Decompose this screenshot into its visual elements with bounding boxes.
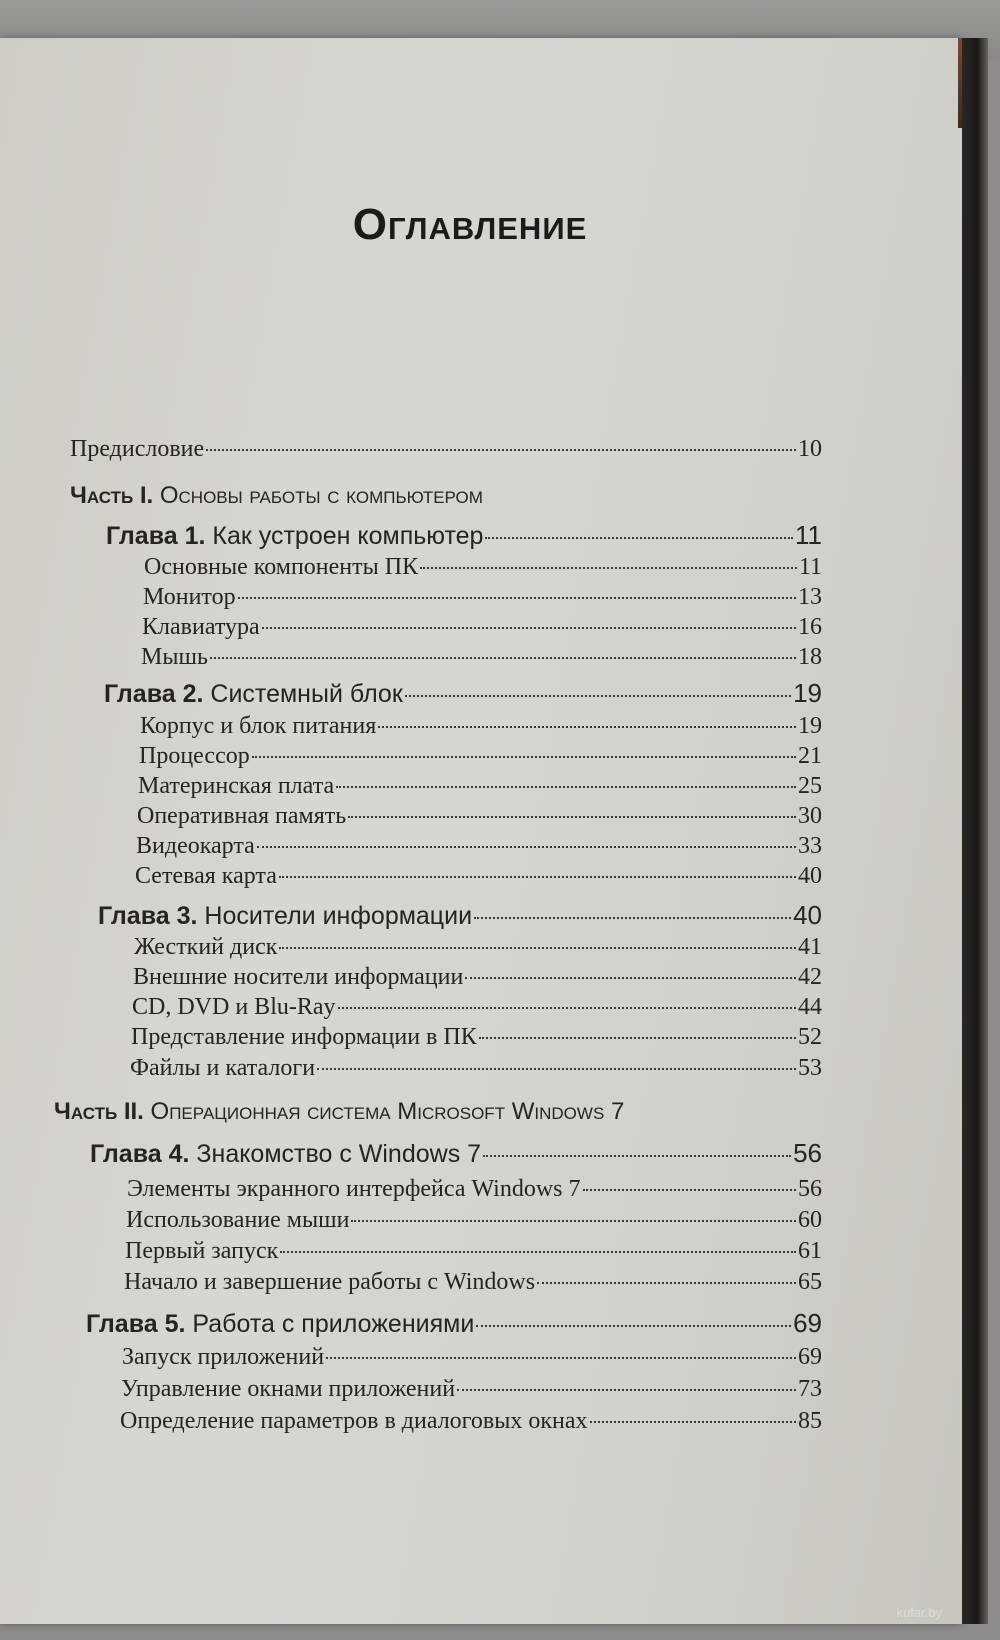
toc-section [127,1176,822,1203]
dot-leader [252,756,796,758]
toc-page-number: 18 [798,644,822,670]
dot-leader [279,947,796,949]
chapter-title: Носители информации [204,902,473,930]
toc-entry-label: Материнская плата [138,773,335,799]
toc-page-number: 52 [798,1024,822,1050]
toc-entry-label: Основные компоненты ПК [144,554,419,580]
toc-entry-label: Использование мыши [126,1207,350,1233]
dot-leader [485,537,793,539]
toc-section [136,833,822,860]
part-heading-2 [54,1098,624,1126]
toc-entry-label: Файлы и каталоги [130,1055,316,1081]
toc-entry-label: CD, DVD и Blu-Ray [132,994,336,1020]
dot-leader [317,1068,796,1070]
toc-entry-label: Клавиатура [142,614,260,640]
toc-page-number: 16 [798,614,822,640]
toc-section [144,554,822,581]
toc-entry-label: Корпус и блок питания [140,713,377,739]
dot-leader [210,657,796,659]
dot-leader [457,1389,796,1391]
toc-entry-label: Определение параметров в диалоговых окнах [120,1408,588,1434]
toc-entry-label: Первый запуск [125,1238,279,1264]
dot-leader [474,917,791,919]
toc-page-number: 30 [798,803,822,829]
toc-entry-label: Мышь [141,644,208,670]
part-title: Операционная система Microsoft Windows 7 [150,1098,625,1125]
toc-page-number: 44 [798,994,822,1020]
toc-section [131,1024,822,1051]
dot-leader [348,816,796,818]
toc-entry-label: Жесткий диск [134,934,278,960]
toc-section [142,614,822,641]
toc-entry-label: Оперативная память [137,803,347,829]
chapter-number: Глава 3. [98,902,198,930]
toc-page-number: 65 [798,1269,822,1295]
chapter-number: Глава 4. [90,1140,190,1168]
dot-leader [326,1357,796,1359]
chapter-title: Знакомство с Windows 7 [196,1140,482,1168]
toc-page-number: 40 [798,863,822,889]
toc-page-number: 69 [793,1308,822,1338]
toc-section [130,1055,822,1082]
toc-entry-label: Монитор [143,584,236,610]
toc-entry-label: Элементы экранного интерфейса Windows 7 [127,1176,581,1202]
chapter-number: Глава 2. [104,680,204,708]
part-number: Часть I. [70,482,154,509]
toc-section [140,713,822,740]
dot-leader [279,876,796,878]
toc-page-number: 73 [798,1376,822,1402]
toc-page-number: 56 [793,1138,822,1168]
dot-leader [476,1325,791,1327]
toc-page-number: 40 [793,900,822,930]
dot-leader [351,1220,796,1222]
book-spine-edge [962,38,988,1624]
toc-chapter-2 [104,678,822,709]
chapter-number: Глава 1. [106,522,206,550]
dot-leader [338,1007,796,1009]
toc-section [121,1376,822,1403]
dot-leader [583,1189,796,1191]
dot-leader [280,1251,796,1253]
toc-entry-label: Внешние носители информации [133,964,464,990]
dot-leader [537,1282,796,1284]
toc-section [141,644,822,671]
toc-section [143,584,822,611]
dot-leader [420,567,797,569]
toc-section [134,934,822,961]
toc-entry-label: Представление информации в ПК [131,1024,477,1050]
dot-leader [238,597,796,599]
dot-leader [336,786,796,788]
part-number: Часть II. [54,1098,144,1125]
dot-leader [206,449,796,451]
toc-section [126,1207,822,1234]
toc-chapter-4 [90,1138,822,1169]
toc-page-number: 56 [798,1176,822,1202]
watermark: kufar.by [896,1605,942,1620]
toc-section [132,994,822,1021]
toc-page-number: 61 [798,1238,822,1264]
toc-entry-label: Видеокарта [136,833,255,859]
toc-page-number: 60 [798,1207,822,1233]
chapter-number: Глава 5. [86,1310,186,1338]
dot-leader [465,977,796,979]
toc-chapter-1 [106,520,822,551]
dot-leader [378,726,796,728]
toc-section [139,743,822,770]
toc-section [124,1269,822,1296]
toc-chapter-5 [86,1308,822,1339]
toc-page-number: 33 [798,833,822,859]
toc-section [138,773,822,800]
toc-page-number: 21 [798,743,822,769]
toc-page-number: 85 [798,1408,822,1434]
toc-page-number: 19 [798,713,822,739]
part-title: Основы работы с компьютером [159,482,483,509]
part-heading-1 [70,482,483,510]
toc-page-number: 11 [798,554,822,580]
toc-section [137,803,822,830]
page-title: Оглавление [352,200,588,249]
toc-page-number: 25 [798,773,822,799]
dot-leader [257,846,796,848]
toc-section [125,1238,822,1265]
toc-entry-preface [70,436,822,463]
chapter-title: Системный блок [210,680,403,708]
dot-leader [483,1155,791,1157]
dot-leader [590,1421,796,1423]
dot-leader [262,627,796,629]
toc-page-number: 53 [798,1055,822,1081]
toc-entry-label: Процессор [139,743,250,769]
toc-section [120,1408,822,1435]
toc-page-number: 13 [798,584,822,610]
chapter-title: Работа с приложениями [192,1310,475,1338]
toc-entry-label: Начало и завершение работы с Windows [124,1269,536,1295]
toc-page-number: 42 [798,964,822,990]
toc-page-number: 11 [795,520,822,550]
toc-page-number: 69 [798,1344,822,1370]
toc-entry-label: Сетевая карта [135,863,277,889]
toc-section [122,1344,822,1371]
toc-section [135,863,822,890]
toc-page-number: 19 [793,678,822,708]
toc-chapter-3 [98,900,822,931]
toc-entry-label: Управление окнами приложений [121,1376,456,1402]
toc-section [133,964,822,991]
toc-entry-label: Запуск приложений [122,1344,325,1370]
toc-page-number: 41 [798,934,822,960]
dot-leader [405,695,791,697]
toc-page-number: 10 [798,436,822,462]
chapter-title: Как устроен компьютер [212,522,484,550]
toc-entry-label: Предисловие [70,436,205,462]
dot-leader [479,1037,796,1039]
